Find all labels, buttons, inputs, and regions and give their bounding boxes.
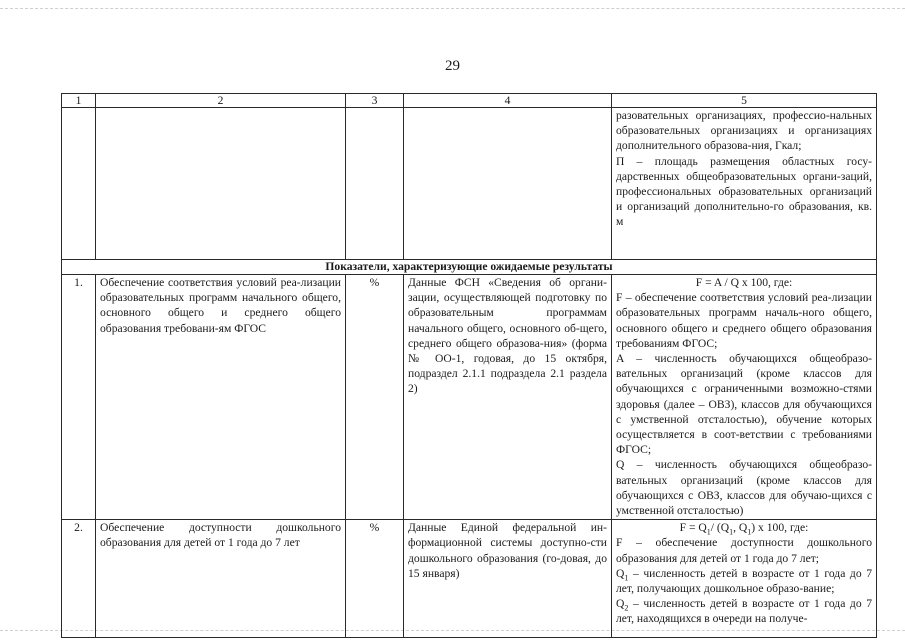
indicator-unit: % [346,275,404,520]
table-row-continuation [62,108,877,260]
formula-term: A – численность обучающихся общеобразо-вательных организаций (кроме классов для обучающихся с ограниченными возможно-стями здоровья (далее – ОВЗ), классов для обучающихся с умственной отсталостью), обучение которых осуществляется в соот-ветствии с требованиями ФГОС; [616,352,872,457]
indicator-source: Данные Единой федеральной ин-формационной системы доступно-сти дошкольного образования (го-довая, до 15 января) [404,520,612,638]
header-col-1: 1 [62,94,96,108]
indicators-table [61,93,877,638]
continuation-description [612,108,877,260]
header-col-2: 2 [96,94,346,108]
header-col-4: 4 [404,94,612,108]
formula-term: $Q_1$ – численность детей в возрасте от 1 года до 7 лет, получающих дошкольное образо-вание; [616,566,872,596]
section-title: Показатели, характеризующие ожидаемые результаты [62,260,877,275]
scan-artifact-top [0,8,905,9]
indicator-name: Обеспечение соответствия условий реа-лизации образовательных программ начального общего, основного общего и среднего общего образования требовани-ям ФГОС [96,275,346,520]
table-row [62,275,877,520]
header-col-3: 3 [346,94,404,108]
table-header-row [62,94,877,108]
row-number: 1. [62,275,96,520]
table-row [62,520,877,638]
formula: F = A / Q x 100, где: [695,276,793,289]
indicator-unit: % [346,520,404,638]
formula-term: F – обеспечение соответствия условий реа-лизации образовательных программ началь-ного общего, основного общего и среднего общего образования требованиям ФГОС; [616,291,872,350]
formula-term: F – обеспечение доступности дошкольного образования для детей от 1 года до 7 лет; [616,536,872,565]
section-header-row [62,260,877,275]
indicator-calculation [612,275,877,520]
formula: $F = Q_1/$ ($Q_1$, $Q_1$) x 100, где: [679,521,809,537]
page-number: 29 [445,58,460,74]
continuation-paragraph: П – площадь размещения областных госу-дарственных общеобразовательных органи-заций, профессиональных образовательных организаций и организаций дополнительно-го образования, кв. м [616,154,872,229]
indicator-source: Данные ФСН «Сведения об органи-зации, осуществляющей подготовку по образовательным программам начального общего, основного об-щего, среднего общего образова-ния» (форма № ОО-1, годовая, до 15 октября, подраздел 2.1.1 подраздела 2.1 раздела 2) [404,275,612,520]
indicator-name: Обеспечение доступности дошкольного образования для детей от 1 года до 7 лет [96,520,346,638]
indicator-calculation [612,520,877,638]
continuation-paragraph: разовательных организациях, профессио-нальных образовательных организациях и организациях дополнительного образова-ния, Гкал; [616,109,872,153]
formula-term: Q – численность обучающихся общеобразо-вательных организаций (кроме классов для обучающихся с ОВЗ, классов для обучаю-щихся с умственной отсталостью) [616,458,872,518]
formula-term: $Q_2$ – численность детей в возрасте от 1 года до 7 лет, находящихся в очереди на получе- [616,597,872,626]
header-col-5: 5 [612,94,877,108]
row-number: 2. [62,520,96,638]
